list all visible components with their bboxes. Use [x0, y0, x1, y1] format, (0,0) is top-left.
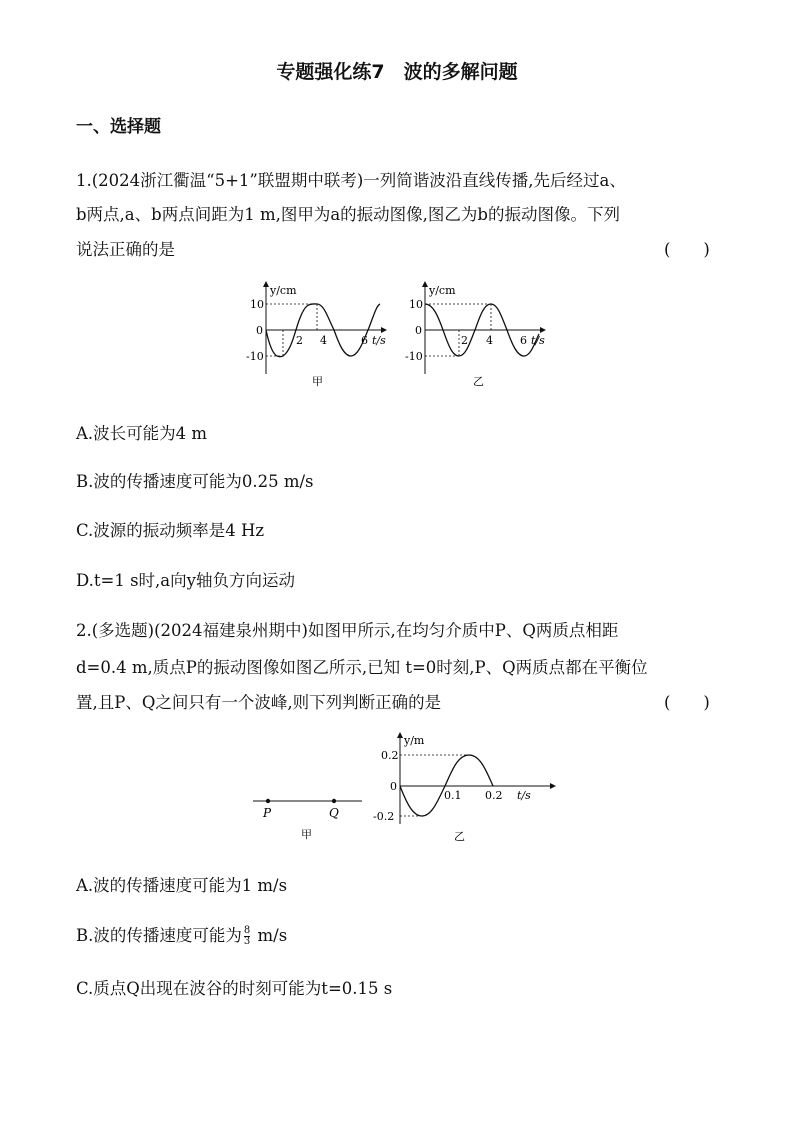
y-axis-label: y/cm	[429, 284, 456, 297]
q1-stem-line-1: 1.(2024浙江衢温“5+1”联盟期中联考)一列简谐波沿直线传播,先后经过a、	[76, 171, 626, 190]
q2-medium-diagram	[253, 799, 362, 841]
label-q: Q	[329, 806, 339, 820]
tick-y: 0	[390, 780, 397, 793]
fraction-denominator: 3	[243, 936, 251, 947]
q2-stem-line-3: 置,且P、Q之间只有一个波峰,则下列判断正确的是	[76, 693, 442, 712]
tick-x: 2	[461, 334, 468, 347]
tick-x: 0.1	[444, 789, 462, 802]
tick-y: 10	[250, 298, 264, 311]
q1-option-a: A.波长可能为4 m	[76, 424, 208, 443]
y-axis-label: y/m	[404, 734, 425, 747]
q1-answer-paren: ( )	[664, 240, 710, 259]
q2-stem-line-2: d=0.4 m,质点P的振动图像如图乙所示,已知 t=0时刻,P、Q两质点都在平衡位	[76, 658, 648, 677]
q1-stem-line-3: 说法正确的是	[76, 240, 175, 259]
fraction-numerator: 8	[243, 925, 251, 936]
point-p	[266, 799, 270, 803]
q2-option-b-suffix: m/s	[252, 926, 288, 945]
q1-option-d: D.t=1 s时,a向y轴负方向运动	[76, 571, 295, 590]
q2-option-b-prefix: B.波的传播速度可能为	[76, 926, 242, 945]
tick-x: 6	[361, 334, 368, 347]
tick-y: 0.2	[381, 749, 399, 762]
q1-option-c: C.波源的振动频率是4 Hz	[76, 521, 265, 540]
tick-x: 0.2	[485, 789, 503, 802]
figure-caption-right: 乙	[454, 830, 465, 843]
figure-caption-right: 乙	[473, 375, 484, 388]
tick-y: 10	[409, 298, 423, 311]
q2-option-b	[76, 922, 287, 947]
fraction	[244, 926, 250, 947]
q1-figure	[240, 278, 560, 390]
tick-x: 6	[520, 334, 527, 347]
q1-graph-b	[405, 282, 545, 388]
q2-answer-paren: ( )	[664, 693, 710, 712]
x-axis-label: t/s	[517, 789, 531, 802]
figure-caption-left: 甲	[312, 375, 323, 388]
tick-x: 2	[296, 334, 303, 347]
tick-x: 4	[320, 334, 327, 347]
point-q	[332, 799, 336, 803]
tick-y: -10	[246, 350, 264, 363]
q1-graph-a	[246, 282, 386, 388]
q2-option-c: C.质点Q出现在波谷的时刻可能为t=0.15 s	[76, 979, 393, 998]
q2-graph-p	[373, 733, 555, 843]
x-axis-label: t/s	[372, 334, 386, 347]
tick-y: 0	[256, 324, 263, 337]
y-axis-label: y/cm	[270, 284, 297, 297]
tick-y: -10	[405, 350, 423, 363]
q2-option-a: A.波的传播速度可能为1 m/s	[76, 876, 288, 895]
page-title: 专题强化练7 波的多解问题	[276, 61, 518, 83]
section-heading: 一、选择题	[76, 117, 161, 137]
tick-y: -0.2	[373, 810, 395, 823]
q2-stem-line-1: 2.(多选题)(2024福建泉州期中)如图甲所示,在均匀介质中P、Q两质点相距	[76, 621, 619, 640]
figure-caption-left: 甲	[301, 828, 312, 841]
label-p: P	[263, 806, 272, 820]
q2-figure	[245, 728, 565, 846]
tick-x: 4	[486, 334, 493, 347]
x-axis-label: t/s	[531, 334, 545, 347]
q1-stem-line-2: b两点,a、b两点间距为1 m,图甲为a的振动图像,图乙为b的振动图像。下列	[76, 205, 620, 224]
q1-option-b: B.波的传播速度可能为0.25 m/s	[76, 472, 314, 491]
tick-y: 0	[415, 324, 422, 337]
